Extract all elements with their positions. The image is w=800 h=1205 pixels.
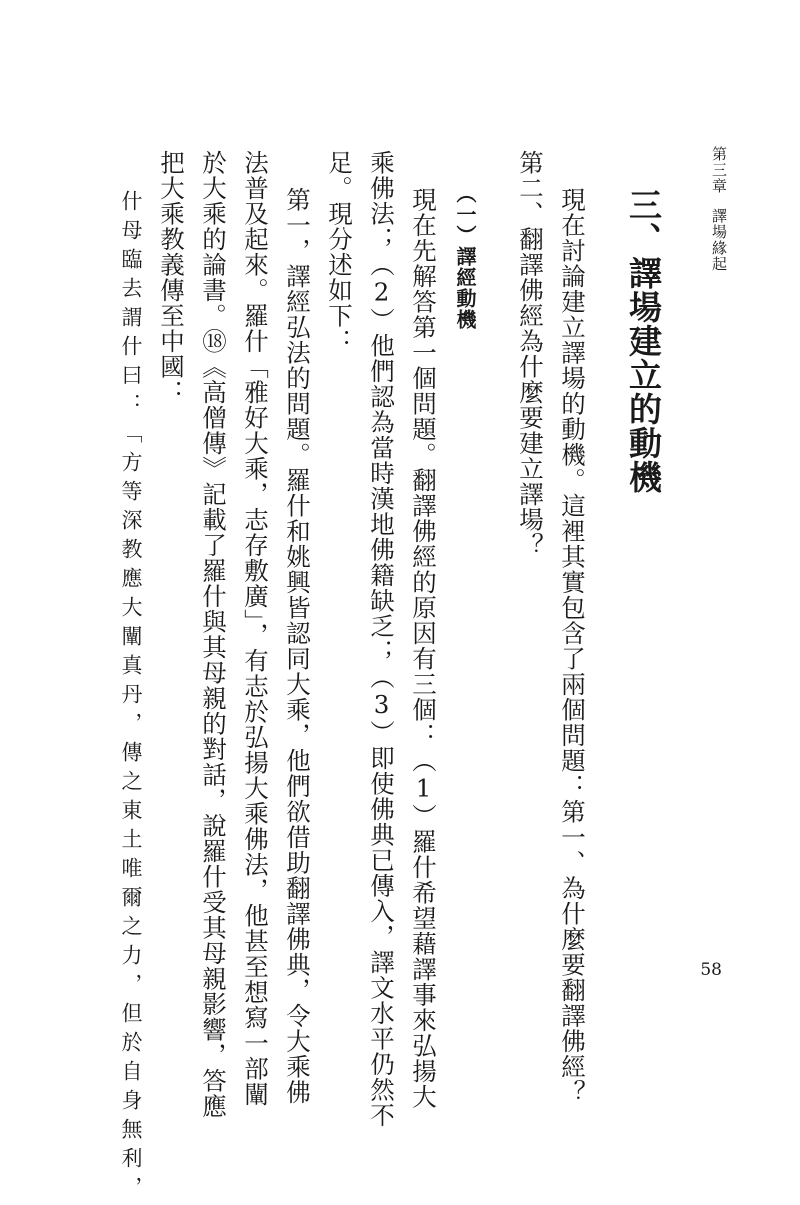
body-line-7: 把大乘教義傳至中國： <box>157 150 186 405</box>
body-line-2: 乘佛法；（2）他們認為當時漢地佛籍缺乏；（3）即使佛典已傳入，譯文水平仍然不 <box>367 150 396 1128</box>
page-number: 58 <box>700 960 722 980</box>
intro-line-1: 現在討論建立譯場的動機。這裡其實包含了兩個問題：第一、為什麼要翻譯佛經？ <box>558 187 587 1105</box>
body-line-1: 現在先解答第一個問題。翻譯佛經的原因有三個：（1）羅什希望藉譯事來弘揚大 <box>409 187 438 1110</box>
body-line-3: 足。現分述如下： <box>325 150 354 354</box>
body-line-5: 法普及起來。羅什「雅好大乘，志存敷廣」，有志於弘揚大乘佛法，他甚至想寫一部闡 <box>241 150 270 1107</box>
section-title: 三、譯場建立的動機 <box>624 188 663 494</box>
chapter-label: 第三章 <box>710 146 728 194</box>
header-separator <box>711 194 726 208</box>
running-header <box>711 146 726 272</box>
quote-line: 什母臨去謂什曰：「方等深教應大闡真丹，傳之東土唯爾之力，但於自身無利， <box>119 190 143 1205</box>
intro-line-2: 第二、翻譯佛經為什麼要建立譯場？ <box>516 150 545 558</box>
chapter-title: 譯場緣起 <box>710 208 728 272</box>
body-line-6: 於大乘的論書。⑱《高僧傳》記載了羅什與其母親的對話，說羅什受其母親影響，答應 <box>199 150 228 1119</box>
subsection-title: （一）譯經動機 <box>453 183 477 330</box>
body-line-4: 第一，譯經弘法的問題。羅什和姚興皆認同大乘，他們欲借助翻譯佛典，令大乘佛 <box>283 187 312 1105</box>
